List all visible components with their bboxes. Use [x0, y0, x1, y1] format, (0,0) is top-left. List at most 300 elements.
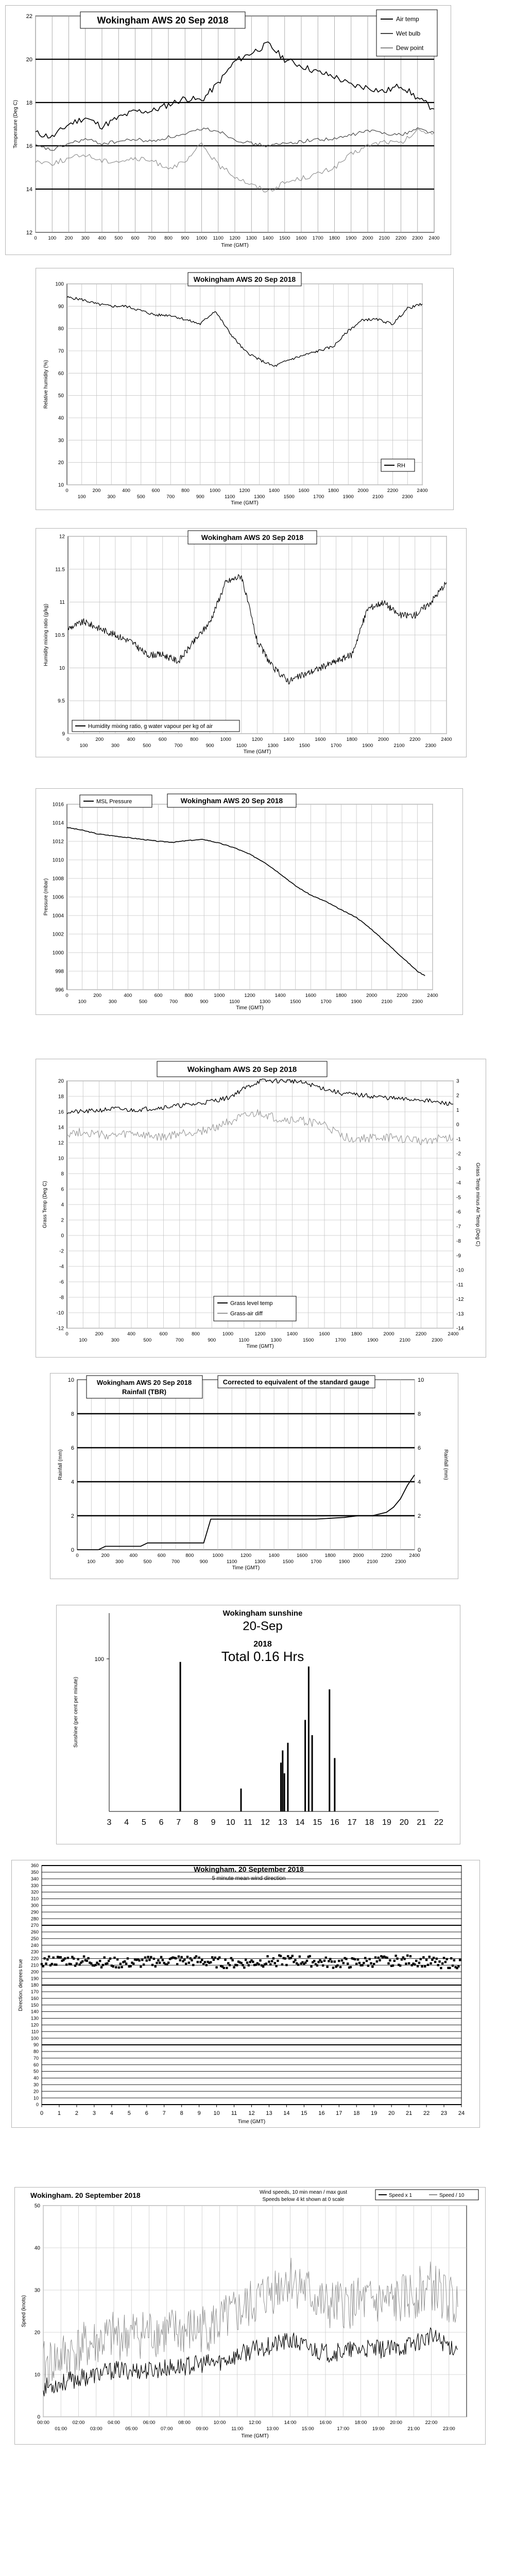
wdir-y-tick-label: 360	[30, 1863, 39, 1869]
rh-y-tick-label: 10	[58, 482, 64, 488]
wdir-point	[325, 1957, 327, 1959]
wdir-point	[275, 1965, 277, 1967]
grass-right-y-tick-label: -10	[456, 1267, 464, 1274]
rain-right-y-tick-label: 2	[418, 1513, 421, 1519]
wdir-y-tick-label: 10	[33, 2095, 39, 2101]
rain-y-axis-title: Rainfall (mm)	[58, 1449, 63, 1480]
sun-x-tick-label: 16	[330, 1818, 339, 1827]
wdir-x-tick-label: 1	[57, 2110, 61, 2116]
wdir-point	[406, 1955, 408, 1957]
grass-x-tick-label: 1500	[303, 1337, 314, 1343]
rain-right-y-tick-label: 8	[418, 1411, 421, 1417]
rh-x-tick-label: 500	[136, 494, 145, 500]
grass-y-tick-label: 18	[58, 1094, 64, 1100]
rain-x-tick-label: 400	[129, 1553, 138, 1558]
pressure-y-tick-label: 1006	[52, 894, 64, 901]
wdir-point	[418, 1962, 420, 1964]
mix-legend-label: Humidity mixing ratio, g water vapour per kg of air	[88, 723, 213, 730]
rain-right-y-tick-label: 6	[418, 1445, 421, 1451]
sun-chart-date: 20-Sep	[243, 1619, 283, 1633]
wdir-x-tick-label: 9	[197, 2110, 201, 2116]
wdir-x-axis-title: Time (GMT)	[237, 2119, 266, 2125]
rh-y-tick-label: 50	[58, 393, 64, 399]
sun-bar	[334, 1758, 335, 1811]
wdir-point	[245, 1959, 247, 1961]
pressure-y-tick-label: 1004	[52, 913, 64, 919]
wdir-point	[242, 1964, 244, 1966]
grass-x-tick-label: 2400	[448, 1331, 459, 1337]
wdir-point	[291, 1955, 294, 1957]
wdir-point	[334, 1960, 336, 1962]
wdir-point	[268, 1960, 270, 1962]
pressure-x-tick-label: 700	[169, 999, 178, 1005]
wdir-point	[331, 1960, 333, 1962]
pressure-x-tick-label: 1000	[214, 993, 225, 998]
pressure-y-tick-label: 1014	[52, 820, 64, 826]
mix-y-tick-label: 11.5	[55, 567, 65, 573]
wspd-x-tick-label: 06:00	[143, 2420, 156, 2426]
grass-y-tick-label: 20	[58, 1078, 64, 1084]
grass-y-tick-label: -8	[59, 1295, 64, 1301]
rh-y-tick-label: 100	[55, 281, 64, 287]
rain-x-tick-label: 1100	[226, 1559, 237, 1565]
temp-x-tick-label: 1400	[262, 235, 274, 241]
rain-x-tick-label: 1900	[338, 1559, 350, 1565]
wdir-y-tick-label: 230	[30, 1949, 39, 1955]
wdir-point	[274, 1962, 276, 1964]
mix-x-tick-label: 500	[143, 743, 151, 749]
wdir-x-tick-label: 24	[458, 2110, 465, 2116]
pressure-x-tick-label: 2100	[381, 999, 392, 1005]
wspd-chart-subtitle-2: Speeds below 4 kt shown at 0 scale	[262, 2197, 345, 2202]
wdir-point	[87, 1957, 89, 1959]
wdir-x-tick-label: 15	[301, 2110, 307, 2116]
wdir-point	[240, 1962, 242, 1964]
wdir-point	[67, 1957, 69, 1959]
wdir-point	[272, 1957, 274, 1959]
wdir-point	[121, 1966, 123, 1968]
pressure-y-tick-label: 996	[55, 987, 64, 993]
grass-legend-label: Grass level temp	[230, 1300, 273, 1307]
wspd-x-tick-label: 01:00	[55, 2426, 67, 2432]
pressure-y-tick-label: 1012	[52, 839, 64, 845]
grass-x-tick-label: 600	[159, 1331, 168, 1337]
wdir-point	[147, 1956, 149, 1958]
wdir-point	[186, 1956, 188, 1958]
wdir-point	[453, 1959, 455, 1961]
wdir-y-tick-label: 330	[30, 1883, 39, 1888]
wdir-point	[430, 1962, 432, 1964]
wdir-point	[60, 1956, 62, 1958]
grass-right-y-tick-label: -11	[456, 1282, 464, 1288]
pressure-chart-title: Wokingham AWS 20 Sep 2018	[180, 796, 283, 805]
mixing-ratio-chart-panel	[36, 528, 467, 757]
rain-x-tick-label: 2100	[367, 1559, 378, 1565]
rainfall-chart-panel	[50, 1373, 458, 1579]
rain-right-y-tick-label: 4	[418, 1479, 421, 1485]
temp-legend-label: Dew point	[396, 44, 424, 52]
sun-x-tick-label: 21	[417, 1818, 426, 1827]
wdir-point	[197, 1961, 199, 1963]
wdir-point	[422, 1956, 424, 1958]
wspd-x-tick-label: 09:00	[196, 2426, 209, 2432]
grass-x-tick-label: 2300	[432, 1337, 443, 1343]
wdir-point	[366, 1960, 368, 1962]
wdir-x-tick-label: 5	[127, 2110, 131, 2116]
wdir-x-tick-label: 11	[231, 2110, 237, 2116]
grass-x-tick-label: 700	[175, 1337, 184, 1343]
sun-chart-total: Total 0.16 Hrs	[221, 1649, 304, 1664]
sun-chart-title: Wokingham sunshine	[222, 1609, 303, 1618]
wdir-x-tick-label: 19	[371, 2110, 377, 2116]
wdir-y-tick-label: 80	[33, 2049, 39, 2055]
pressure-x-tick-label: 2200	[397, 993, 408, 998]
rain-y2-axis-title: Rainfall (mm)	[443, 1449, 449, 1480]
wdir-x-tick-label: 22	[423, 2110, 430, 2116]
wspd-x-axis-title: Time (GMT)	[241, 2433, 269, 2439]
wdir-point	[248, 1964, 250, 1966]
wdir-point	[115, 1966, 117, 1968]
wdir-point	[345, 1958, 347, 1960]
rh-y-tick-label: 20	[58, 460, 64, 466]
wdir-point	[86, 1960, 88, 1962]
wdir-point	[308, 1955, 311, 1957]
grass-x-tick-label: 1200	[254, 1331, 266, 1337]
wdir-point	[77, 1958, 79, 1960]
grass-y-tick-label: 6	[61, 1187, 64, 1193]
temp-x-tick-label: 1600	[296, 235, 307, 241]
wdir-point	[339, 1966, 341, 1968]
sun-bar	[241, 1789, 242, 1811]
wdir-y-tick-label: 40	[33, 2075, 39, 2081]
wdir-point	[347, 1962, 349, 1964]
wdir-point	[446, 1958, 448, 1960]
wdir-point	[124, 1960, 126, 1962]
grass-x-tick-label: 2200	[415, 1331, 427, 1337]
grass-right-y-tick-label: 0	[456, 1122, 459, 1128]
wdir-point	[262, 1965, 264, 1968]
rh-x-tick-label: 1700	[313, 494, 324, 500]
wdir-point	[336, 1964, 338, 1967]
pressure-y-tick-label: 1010	[52, 857, 64, 863]
wind-direction-chart-panel	[11, 1860, 480, 2128]
wdir-point	[433, 1957, 435, 1959]
grass-x-tick-label: 2000	[383, 1331, 394, 1337]
rh-x-tick-label: 300	[107, 494, 116, 500]
temp-x-tick-label: 1300	[246, 235, 257, 241]
wdir-point	[210, 1961, 212, 1963]
mix-x-tick-label: 1100	[236, 743, 247, 749]
mix-y-tick-label: 10	[59, 665, 65, 671]
wspd-x-tick-label: 00:00	[37, 2420, 49, 2426]
wdir-point	[159, 1961, 161, 1963]
wdir-point	[450, 1957, 452, 1959]
mix-x-tick-label: 2300	[425, 743, 436, 749]
wdir-y-tick-label: 50	[33, 2069, 39, 2074]
wdir-point	[306, 1960, 308, 1962]
grass-y-tick-label: -4	[59, 1264, 64, 1270]
rain-x-tick-label: 1200	[240, 1553, 252, 1558]
wdir-point	[332, 1967, 334, 1969]
rh-x-tick-label: 2100	[372, 494, 384, 500]
wdir-point	[232, 1959, 234, 1961]
wdir-point	[297, 1963, 299, 1965]
grass-y-tick-label: 10	[58, 1156, 64, 1162]
temp-x-tick-label: 200	[64, 235, 73, 241]
wdir-point	[316, 1964, 318, 1967]
grass-y-tick-label: 14	[58, 1125, 64, 1131]
wdir-point	[146, 1959, 148, 1961]
sun-x-tick-label: 19	[382, 1818, 391, 1827]
mix-y-tick-label: 11	[59, 600, 65, 606]
wspd-legend-label: Speed / 10	[439, 2193, 465, 2198]
wdir-point	[125, 1962, 127, 1964]
sun-x-tick-label: 11	[244, 1818, 252, 1827]
rain-y-tick-label: 0	[71, 1547, 74, 1553]
wdir-point	[459, 1959, 461, 1961]
grass-temp-chart-panel	[36, 1059, 486, 1358]
grass-right-y-tick-label: -14	[456, 1326, 464, 1332]
wdir-point	[424, 1965, 426, 1967]
wdir-point	[246, 1961, 248, 1963]
pressure-y-tick-label: 1008	[52, 876, 64, 882]
wdir-x-tick-label: 2	[75, 2110, 78, 2116]
rain-x-tick-label: 700	[171, 1559, 180, 1565]
wdir-point	[102, 1964, 104, 1966]
rh-y-tick-label: 90	[58, 303, 64, 310]
wdir-point	[389, 1959, 391, 1961]
mix-x-tick-label: 2100	[393, 743, 405, 749]
mix-x-tick-label: 900	[205, 743, 214, 749]
grass-x-tick-label: 900	[208, 1337, 216, 1343]
sun-bar	[180, 1662, 181, 1811]
wdir-point	[320, 1961, 322, 1963]
wdir-y-tick-label: 240	[30, 1942, 39, 1948]
wdir-point	[185, 1963, 187, 1965]
grass-right-y-tick-label: 1	[456, 1107, 459, 1113]
rain-x-tick-label: 200	[101, 1553, 110, 1558]
rain-chart-subtitle: Rainfall (TBR)	[122, 1388, 166, 1396]
wdir-point	[284, 1957, 286, 1959]
pressure-chart-panel	[36, 788, 463, 1015]
wdir-point	[132, 1962, 134, 1964]
wdir-point	[415, 1960, 417, 1962]
mix-x-tick-label: 1200	[251, 737, 263, 742]
wdir-point	[100, 1966, 102, 1968]
mix-x-tick-label: 1900	[362, 743, 373, 749]
wdir-y-tick-label: 170	[30, 1989, 39, 1995]
wdir-point	[457, 1965, 459, 1968]
sun-y-axis-title: Sunshine (per cent per minute)	[73, 1676, 79, 1748]
rh-x-tick-label: 1200	[239, 488, 250, 494]
wdir-point	[106, 1962, 108, 1964]
rain-x-tick-label: 1000	[212, 1553, 224, 1558]
wdir-point	[76, 1962, 78, 1964]
wdir-x-tick-label: 13	[266, 2110, 272, 2116]
grass-x-tick-label: 1100	[238, 1337, 249, 1343]
grass-right-y-tick-label: -2	[456, 1151, 461, 1157]
temp-x-tick-label: 1200	[229, 235, 241, 241]
wdir-point	[421, 1965, 423, 1968]
wdir-y-tick-label: 260	[30, 1929, 39, 1935]
wdir-point	[81, 1960, 83, 1962]
mix-x-tick-label: 800	[190, 737, 198, 742]
wdir-point	[386, 1957, 388, 1959]
temp-legend-label: Air temp	[396, 15, 419, 23]
wdir-point	[95, 1964, 97, 1966]
wdir-point	[243, 1967, 245, 1969]
grass-x-tick-label: 500	[143, 1337, 152, 1343]
wdir-point	[178, 1955, 180, 1957]
wdir-point	[374, 1956, 376, 1958]
temp-y-tick-label: 14	[26, 186, 32, 193]
wdir-point	[151, 1964, 153, 1966]
mix-x-tick-label: 600	[158, 737, 167, 742]
pressure-x-tick-label: 1300	[260, 999, 271, 1005]
mix-x-tick-label: 2400	[441, 737, 452, 742]
wdir-point	[281, 1963, 283, 1965]
pressure-x-tick-label: 200	[93, 993, 102, 998]
wdir-x-tick-label: 7	[162, 2110, 166, 2116]
pressure-x-tick-label: 0	[65, 993, 68, 998]
temp-x-tick-label: 2200	[395, 235, 407, 241]
temp-x-tick-label: 1000	[196, 235, 208, 241]
temp-x-tick-label: 900	[181, 235, 190, 241]
wdir-point	[127, 1957, 129, 1959]
grass-x-tick-label: 1300	[270, 1337, 282, 1343]
wdir-point	[205, 1964, 208, 1966]
wdir-y-tick-label: 160	[30, 1995, 39, 2001]
rain-x-axis-title: Time (GMT)	[232, 1565, 260, 1571]
grass-y2-axis-title: Grass Temp minus Air Temp (Deg C)	[475, 1162, 480, 1247]
wdir-x-tick-label: 0	[40, 2110, 44, 2116]
wdir-point	[103, 1956, 105, 1958]
wdir-point	[387, 1962, 389, 1964]
rh-chart-title: Wokingham AWS 20 Sep 2018	[193, 275, 296, 283]
temp-x-tick-label: 1700	[312, 235, 323, 241]
rain-x-tick-label: 500	[143, 1559, 152, 1565]
wdir-point	[167, 1961, 169, 1963]
wdir-y-tick-label: 110	[31, 2029, 39, 2035]
wdir-point	[112, 1965, 114, 1968]
rain-x-tick-label: 1300	[254, 1559, 266, 1565]
rh-x-tick-label: 200	[92, 488, 101, 494]
rain-y-tick-label: 8	[71, 1411, 74, 1417]
wdir-y-tick-label: 90	[33, 2042, 39, 2048]
wspd-x-tick-label: 10:00	[213, 2420, 226, 2426]
wdir-point	[266, 1955, 268, 1957]
rh-x-tick-label: 0	[65, 488, 68, 494]
wdir-point	[323, 1960, 325, 1962]
pressure-x-tick-label: 100	[78, 999, 87, 1005]
pressure-x-tick-label: 1100	[229, 999, 240, 1005]
temperature-chart	[6, 6, 451, 255]
wspd-x-tick-label: 16:00	[319, 2420, 332, 2426]
wdir-point	[326, 1965, 328, 1968]
rh-x-tick-label: 800	[181, 488, 190, 494]
temp-y-tick-label: 12	[26, 229, 32, 236]
temp-chart-title: Wokingham AWS 20 Sep 2018	[97, 15, 229, 26]
wind-speed-chart-panel	[14, 2187, 486, 2445]
grass-x-tick-label: 200	[95, 1331, 104, 1337]
wdir-point	[195, 1955, 197, 1957]
grass-x-tick-label: 1800	[351, 1331, 363, 1337]
wdir-y-tick-label: 140	[30, 2009, 39, 2014]
pressure-x-tick-label: 2300	[411, 999, 423, 1005]
rh-x-tick-label: 400	[122, 488, 130, 494]
temp-x-tick-label: 2300	[412, 235, 423, 241]
wdir-point	[409, 1955, 411, 1957]
grass-x-tick-label: 400	[127, 1331, 135, 1337]
wdir-point	[269, 1963, 271, 1965]
wdir-y-tick-label: 270	[30, 1923, 39, 1928]
wspd-y-axis-title: Speed (knots)	[21, 2295, 27, 2328]
temp-legend-label: Wet bulb	[396, 30, 421, 37]
wdir-point	[428, 1956, 431, 1958]
wspd-x-tick-label: 04:00	[108, 2420, 120, 2426]
rain-x-tick-label: 2000	[353, 1553, 364, 1558]
rain-note: Corrected to equivalent of the standard gauge	[222, 1378, 370, 1386]
wdir-point	[370, 1962, 372, 1964]
rh-legend-label: RH	[397, 463, 405, 469]
wdir-x-tick-label: 21	[406, 2110, 413, 2116]
wdir-y-tick-label: 20	[33, 2089, 39, 2094]
wdir-point	[218, 1956, 220, 1958]
grass-right-y-tick-label: -8	[456, 1239, 461, 1245]
wdir-point	[73, 1957, 75, 1959]
wdir-point	[153, 1958, 155, 1960]
wdir-point	[401, 1958, 403, 1960]
temp-x-tick-label: 1900	[346, 235, 357, 241]
temp-x-axis-title: Time (GMT)	[221, 243, 249, 248]
wdir-point	[41, 1963, 43, 1965]
rain-y-tick-label: 10	[67, 1377, 74, 1383]
mix-x-tick-label: 1000	[220, 737, 231, 742]
wdir-point	[371, 1965, 373, 1968]
wind-direction-chart	[12, 1860, 479, 2127]
sun-y-tick-label: 100	[94, 1656, 104, 1663]
wdir-point	[138, 1959, 140, 1961]
temp-x-tick-label: 1100	[213, 235, 224, 241]
sun-x-tick-label: 22	[434, 1818, 443, 1827]
wspd-x-tick-label: 05:00	[125, 2426, 138, 2432]
wdir-point	[148, 1959, 150, 1961]
rh-x-tick-label: 1500	[283, 494, 295, 500]
wdir-point	[444, 1961, 447, 1963]
sun-x-tick-label: 20	[399, 1818, 409, 1827]
rain-x-tick-label: 600	[157, 1553, 166, 1558]
wdir-point	[223, 1967, 225, 1969]
wdir-point	[329, 1958, 331, 1960]
wdir-point	[83, 1955, 85, 1957]
pressure-y-tick-label: 998	[55, 969, 64, 975]
wdir-y-axis-title: Direction, degrees true	[18, 1959, 24, 2011]
wdir-y-tick-label: 30	[33, 2082, 39, 2088]
wdir-x-tick-label: 20	[388, 2110, 395, 2116]
wdir-point	[376, 1960, 378, 1962]
temp-x-tick-label: 300	[81, 235, 90, 241]
wdir-y-tick-label: 100	[30, 2036, 39, 2041]
wdir-point	[420, 1958, 422, 1960]
wdir-point	[294, 1959, 296, 1961]
grass-right-y-tick-label: -4	[456, 1180, 461, 1187]
wdir-point	[226, 1967, 228, 1969]
wdir-point	[357, 1958, 359, 1960]
rh-x-tick-label: 1600	[298, 488, 310, 494]
wdir-x-tick-label: 6	[145, 2110, 148, 2116]
rain-right-y-tick-label: 10	[418, 1377, 424, 1383]
wdir-y-tick-label: 320	[30, 1889, 39, 1895]
